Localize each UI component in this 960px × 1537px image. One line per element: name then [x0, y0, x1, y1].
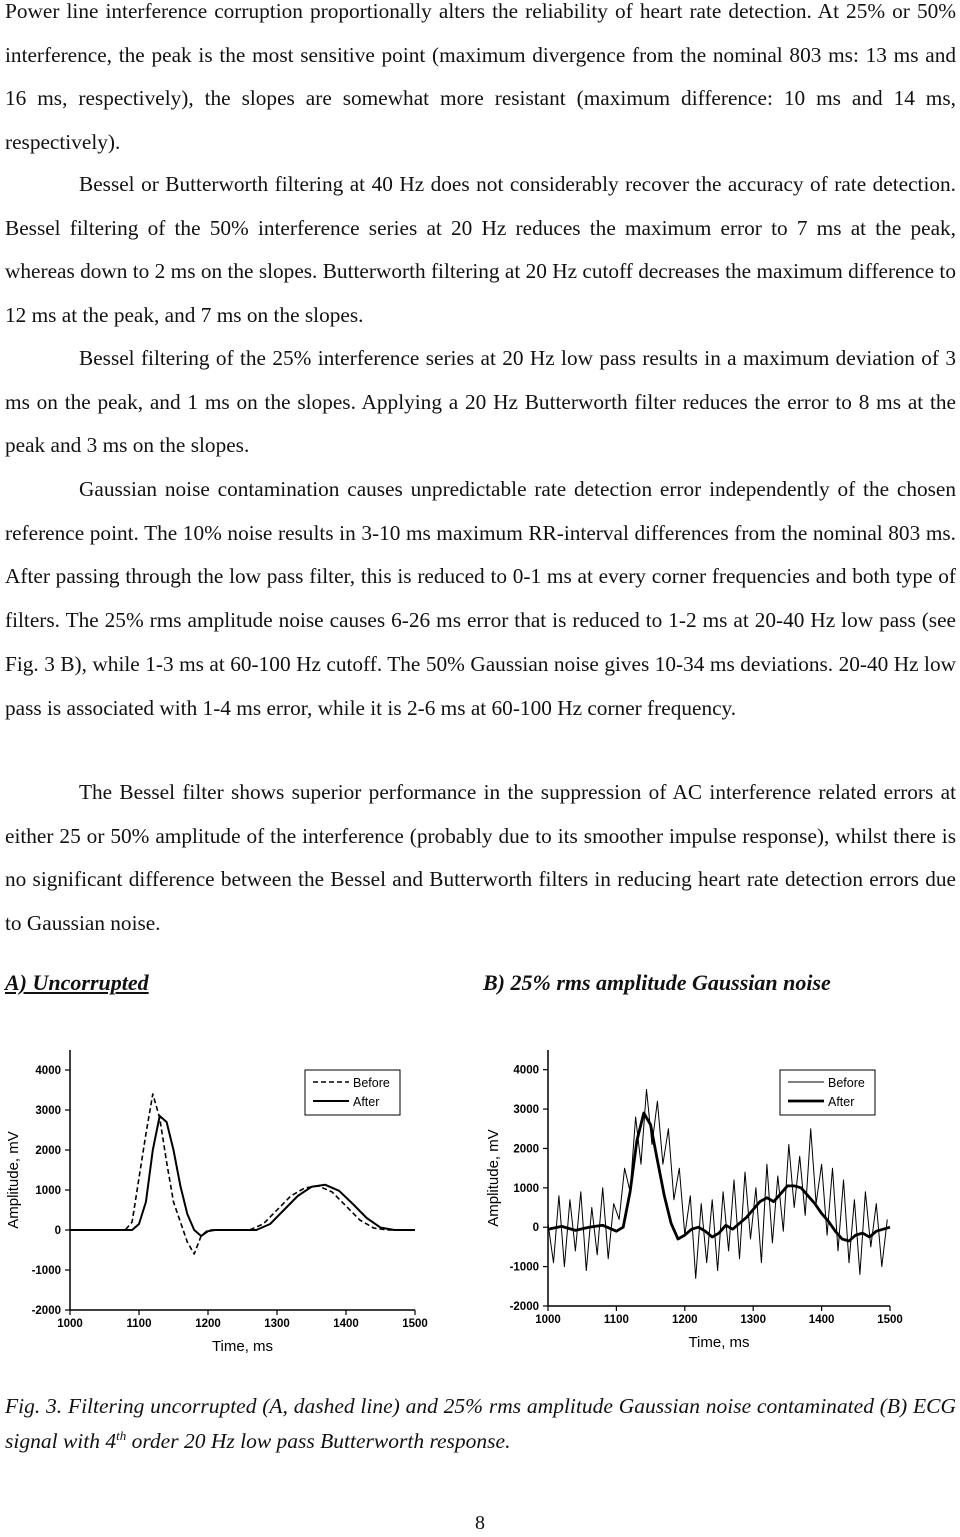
- chart-a-xtick-label-3: 1300: [264, 1318, 290, 1330]
- chart-a-ytick-label-4: 2000: [35, 1145, 61, 1157]
- chart-a-svg: [0, 1000, 455, 1365]
- chart-b-xtick-label-5: 1500: [877, 1314, 903, 1326]
- chart-b-ytick-label-2: 0: [532, 1222, 539, 1235]
- paragraph-5: The Bessel filter shows superior performance in the suppression of AC interference related errors at either 25 or 50% amplitude of the interference (probably due to its smoother impulse response), whilst there is no significant difference between the Bessel and Butterworth filters in reducing heart rate detection errors due to Gaussian noise.: [5, 780, 956, 936]
- chart-a-xtick-label-4: 1400: [333, 1318, 359, 1330]
- paragraph-2: Bessel or Butterworth filtering at 40 Hz does not considerably recover the accuracy of rate detection. Bessel filtering of the 50% interference series at 20 Hz reduces the maximum error to 7 ms at the peak, whereas down to 2 ms on the slopes. Butterworth filtering at 20 Hz cutoff decreases the maximum difference to 12 ms at the peak, and 7 ms on the slopes.: [5, 172, 956, 328]
- caption-superscript: th: [116, 1428, 127, 1443]
- chart-b-legend-label-0: Before: [828, 1076, 865, 1090]
- chart-a-legend-label-0: Before: [353, 1076, 390, 1090]
- caption-text-1: Fig. 3. Filtering uncorrupted (A, dashed line) and 25% rms amplitude Gaussian noise contaminated (B) ECG signal with 4: [5, 1394, 956, 1454]
- chart-a-xtick-label-2: 1200: [195, 1318, 221, 1330]
- chart-b-ytick-label-0: -2000: [509, 1301, 539, 1313]
- figure-panel-b-title: B) 25% rms amplitude Gaussian noise: [483, 970, 831, 995]
- chart-b-xtick-label-1: 1100: [603, 1314, 629, 1326]
- chart-a-ytick-label-2: 0: [54, 1225, 61, 1237]
- chart-b-ytick-label-4: 2000: [513, 1143, 539, 1156]
- paragraph-4: Gaussian noise contamination causes unpredictable rate detection error independently of the chosen reference point. The 10% noise results in 3-10 ms maximum RR-interval differences from the nominal 803 ms. After passing through the low pass filter, this is reduced to 0-1 ms at every corner frequencies and both type of filters. The 25% rms amplitude noise causes 6-26 ms error that is reduced to 1-2 ms at 20-40 Hz low pass (see Fig. 3 B), while 1-3 ms at 60-100 Hz cutoff. The 50% Gaussian noise gives 10-34 ms deviations. 20-40 Hz low pass is associated with 1-4 ms error, while it is 2-6 ms at 60-100 Hz corner frequency.: [5, 477, 956, 720]
- page-number: 8: [475, 1512, 485, 1534]
- chart-b-xtick-label-3: 1300: [740, 1314, 766, 1326]
- chart-b-ytick-label-6: 4000: [513, 1064, 539, 1077]
- chart-panel-b: [480, 1000, 932, 1365]
- chart-b-series-before: [548, 1089, 887, 1278]
- chart-b-xtick-label-2: 1200: [672, 1314, 698, 1326]
- chart-a-y-axis-label: Amplitude, mV: [5, 1131, 22, 1229]
- chart-a-series-after: [70, 1116, 415, 1236]
- chart-b-y-axis-label: Amplitude, mV: [485, 1129, 502, 1227]
- chart-b-xtick-label-4: 1400: [808, 1314, 835, 1326]
- paragraph-3: Bessel filtering of the 25% interference series at 20 Hz low pass results in a maximum deviation of 3 ms on the peak, and 1 ms on the slopes. Applying a 20 Hz Butterworth filter reduces the error to 8 ms at the peak and 3 ms on the slopes.: [5, 346, 956, 458]
- chart-a-ytick-label-0: -2000: [31, 1305, 61, 1317]
- chart-b-ytick-label-1: -1000: [509, 1261, 539, 1274]
- caption-text-2: order 20 Hz low pass Butterworth response.: [126, 1429, 511, 1454]
- chart-b-series-after: [548, 1113, 890, 1241]
- chart-a-ytick-label-5: 3000: [35, 1105, 61, 1117]
- chart-a-xtick-label-1: 1100: [126, 1318, 152, 1330]
- chart-a-ytick-label-1: -1000: [31, 1265, 61, 1277]
- figure-caption: [5, 1392, 956, 1456]
- chart-b-ytick-label-5: 3000: [513, 1104, 539, 1117]
- chart-b-legend-label-1: After: [828, 1095, 855, 1109]
- chart-b-svg: [480, 1000, 932, 1365]
- figure-panel-a-title: A) Uncorrupted: [5, 970, 149, 995]
- chart-a-ytick-label-3: 1000: [35, 1185, 61, 1197]
- chart-b-x-axis-label: Time, ms: [688, 1334, 750, 1351]
- chart-b-ytick-label-3: 1000: [513, 1182, 539, 1195]
- chart-a-x-axis-label: Time, ms: [211, 1338, 274, 1355]
- chart-a-ytick-label-6: 4000: [35, 1065, 61, 1077]
- paragraph-1: Power line interference corruption proportionally alters the reliability of heart rate detection. At 25% or 50% interference, the peak is the most sensitive point (maximum divergence from the nominal 803 ms: 13 ms and 16 ms, respectively), the slopes are somewhat more resistant (maximum difference: 10 ms and 14 ms, respectively).: [5, 0, 956, 155]
- chart-a-xtick-label-0: 1000: [57, 1318, 83, 1330]
- chart-a-legend-label-1: After: [353, 1095, 380, 1109]
- chart-a-xtick-label-5: 1500: [402, 1318, 428, 1330]
- chart-panel-a: [0, 1000, 455, 1365]
- chart-b-xtick-label-0: 1000: [535, 1314, 561, 1326]
